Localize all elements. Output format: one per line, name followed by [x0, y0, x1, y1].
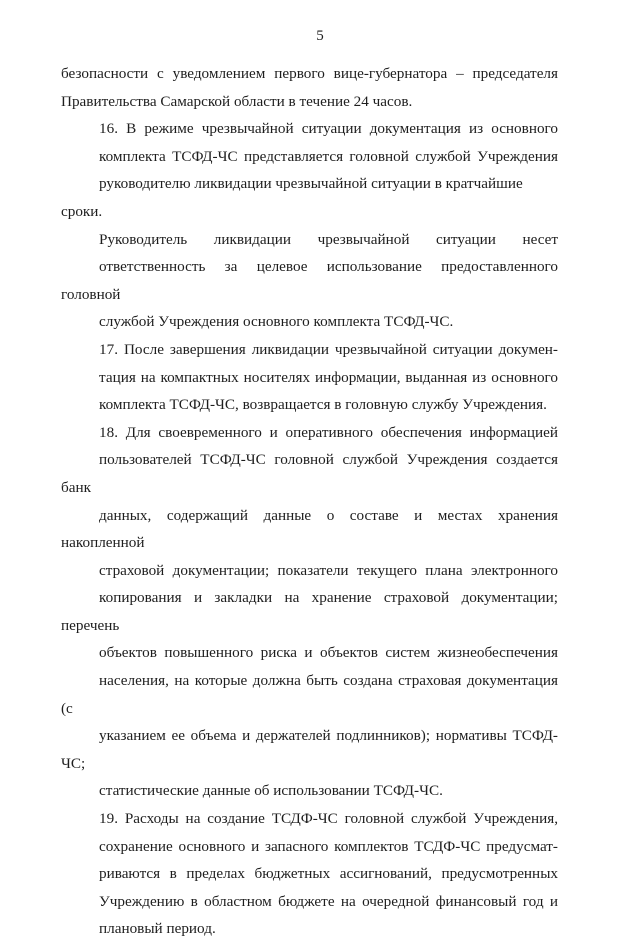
text-line: сохранение основного и запасного комплектов ТСДФ-ЧС предусмат-: [99, 837, 558, 855]
text-line: руководителю ликвидации чрезвычайной ситуации в кратчайшие сроки.: [61, 175, 523, 220]
paragraph-security-notice: [61, 60, 558, 115]
paragraph-item-19: [61, 805, 558, 943]
text-line: службой Учреждения основного комплекта ТСФД-ЧС.: [99, 313, 454, 331]
text-line: Учреждению в областном бюджете на очередной финансовый год и: [99, 892, 558, 910]
text-line: указанием ее объема и держателей подлинников); нормативы ТСФД-ЧС;: [61, 727, 558, 772]
paragraph-item-18: [61, 419, 558, 805]
text-line: ответственность за целевое использование предоставленного головной: [61, 258, 558, 303]
page-number: 5: [316, 28, 324, 44]
text-line: копирования и закладки на хранение страховой документации; перечень: [61, 589, 558, 634]
paragraph-item-17: [61, 336, 558, 419]
text-line: страховой документации; показатели текущего плана электронного: [99, 561, 558, 579]
text-line: 16. В режиме чрезвычайной ситуации документация из основного: [99, 120, 558, 138]
text-line: пользователей ТСФД-ЧС головной службой Учреждения создается банк: [61, 451, 558, 496]
document-body: [61, 60, 558, 943]
text-line: Правительства Самарской области в течение 24 часов.: [61, 92, 413, 110]
text-line: риваются в пределах бюджетных ассигнований, предусмотренных: [99, 865, 558, 883]
text-line: 19. Расходы на создание ТСДФ-ЧС головной службой Учреждения,: [99, 810, 558, 828]
text-line: 17. После завершения ликвидации чрезвычайной ситуации докумен-: [99, 340, 558, 358]
text-line: безопасности с уведомлением первого вице-губернатора – председателя: [61, 65, 558, 82]
text-line: статистические данные об использовании ТСФД-ЧС.: [99, 782, 443, 800]
text-line: объектов повышенного риска и объектов систем жизнеобеспечения: [99, 644, 558, 662]
text-line: Руководитель ликвидации чрезвычайной ситуации несет: [99, 230, 558, 248]
text-line: 18. Для своевременного и оперативного обеспечения информацией: [99, 423, 558, 441]
text-line: комплекта ТСФД-ЧС представляется головной службой Учреждения: [99, 147, 558, 165]
text-line: плановый период.: [99, 920, 216, 938]
paragraph-responsibility: [61, 226, 558, 336]
text-line: комплекта ТСФД-ЧС, возвращается в головную службу Учреждения.: [99, 396, 547, 414]
text-line: тация на компактных носителях информации, выданная из основного: [99, 368, 558, 386]
text-line: населения, на которые должна быть создана страховая документация (с: [61, 672, 558, 717]
paragraph-item-16: [61, 115, 558, 225]
text-line: данных, содержащий данные о составе и местах хранения накопленной: [61, 506, 558, 552]
